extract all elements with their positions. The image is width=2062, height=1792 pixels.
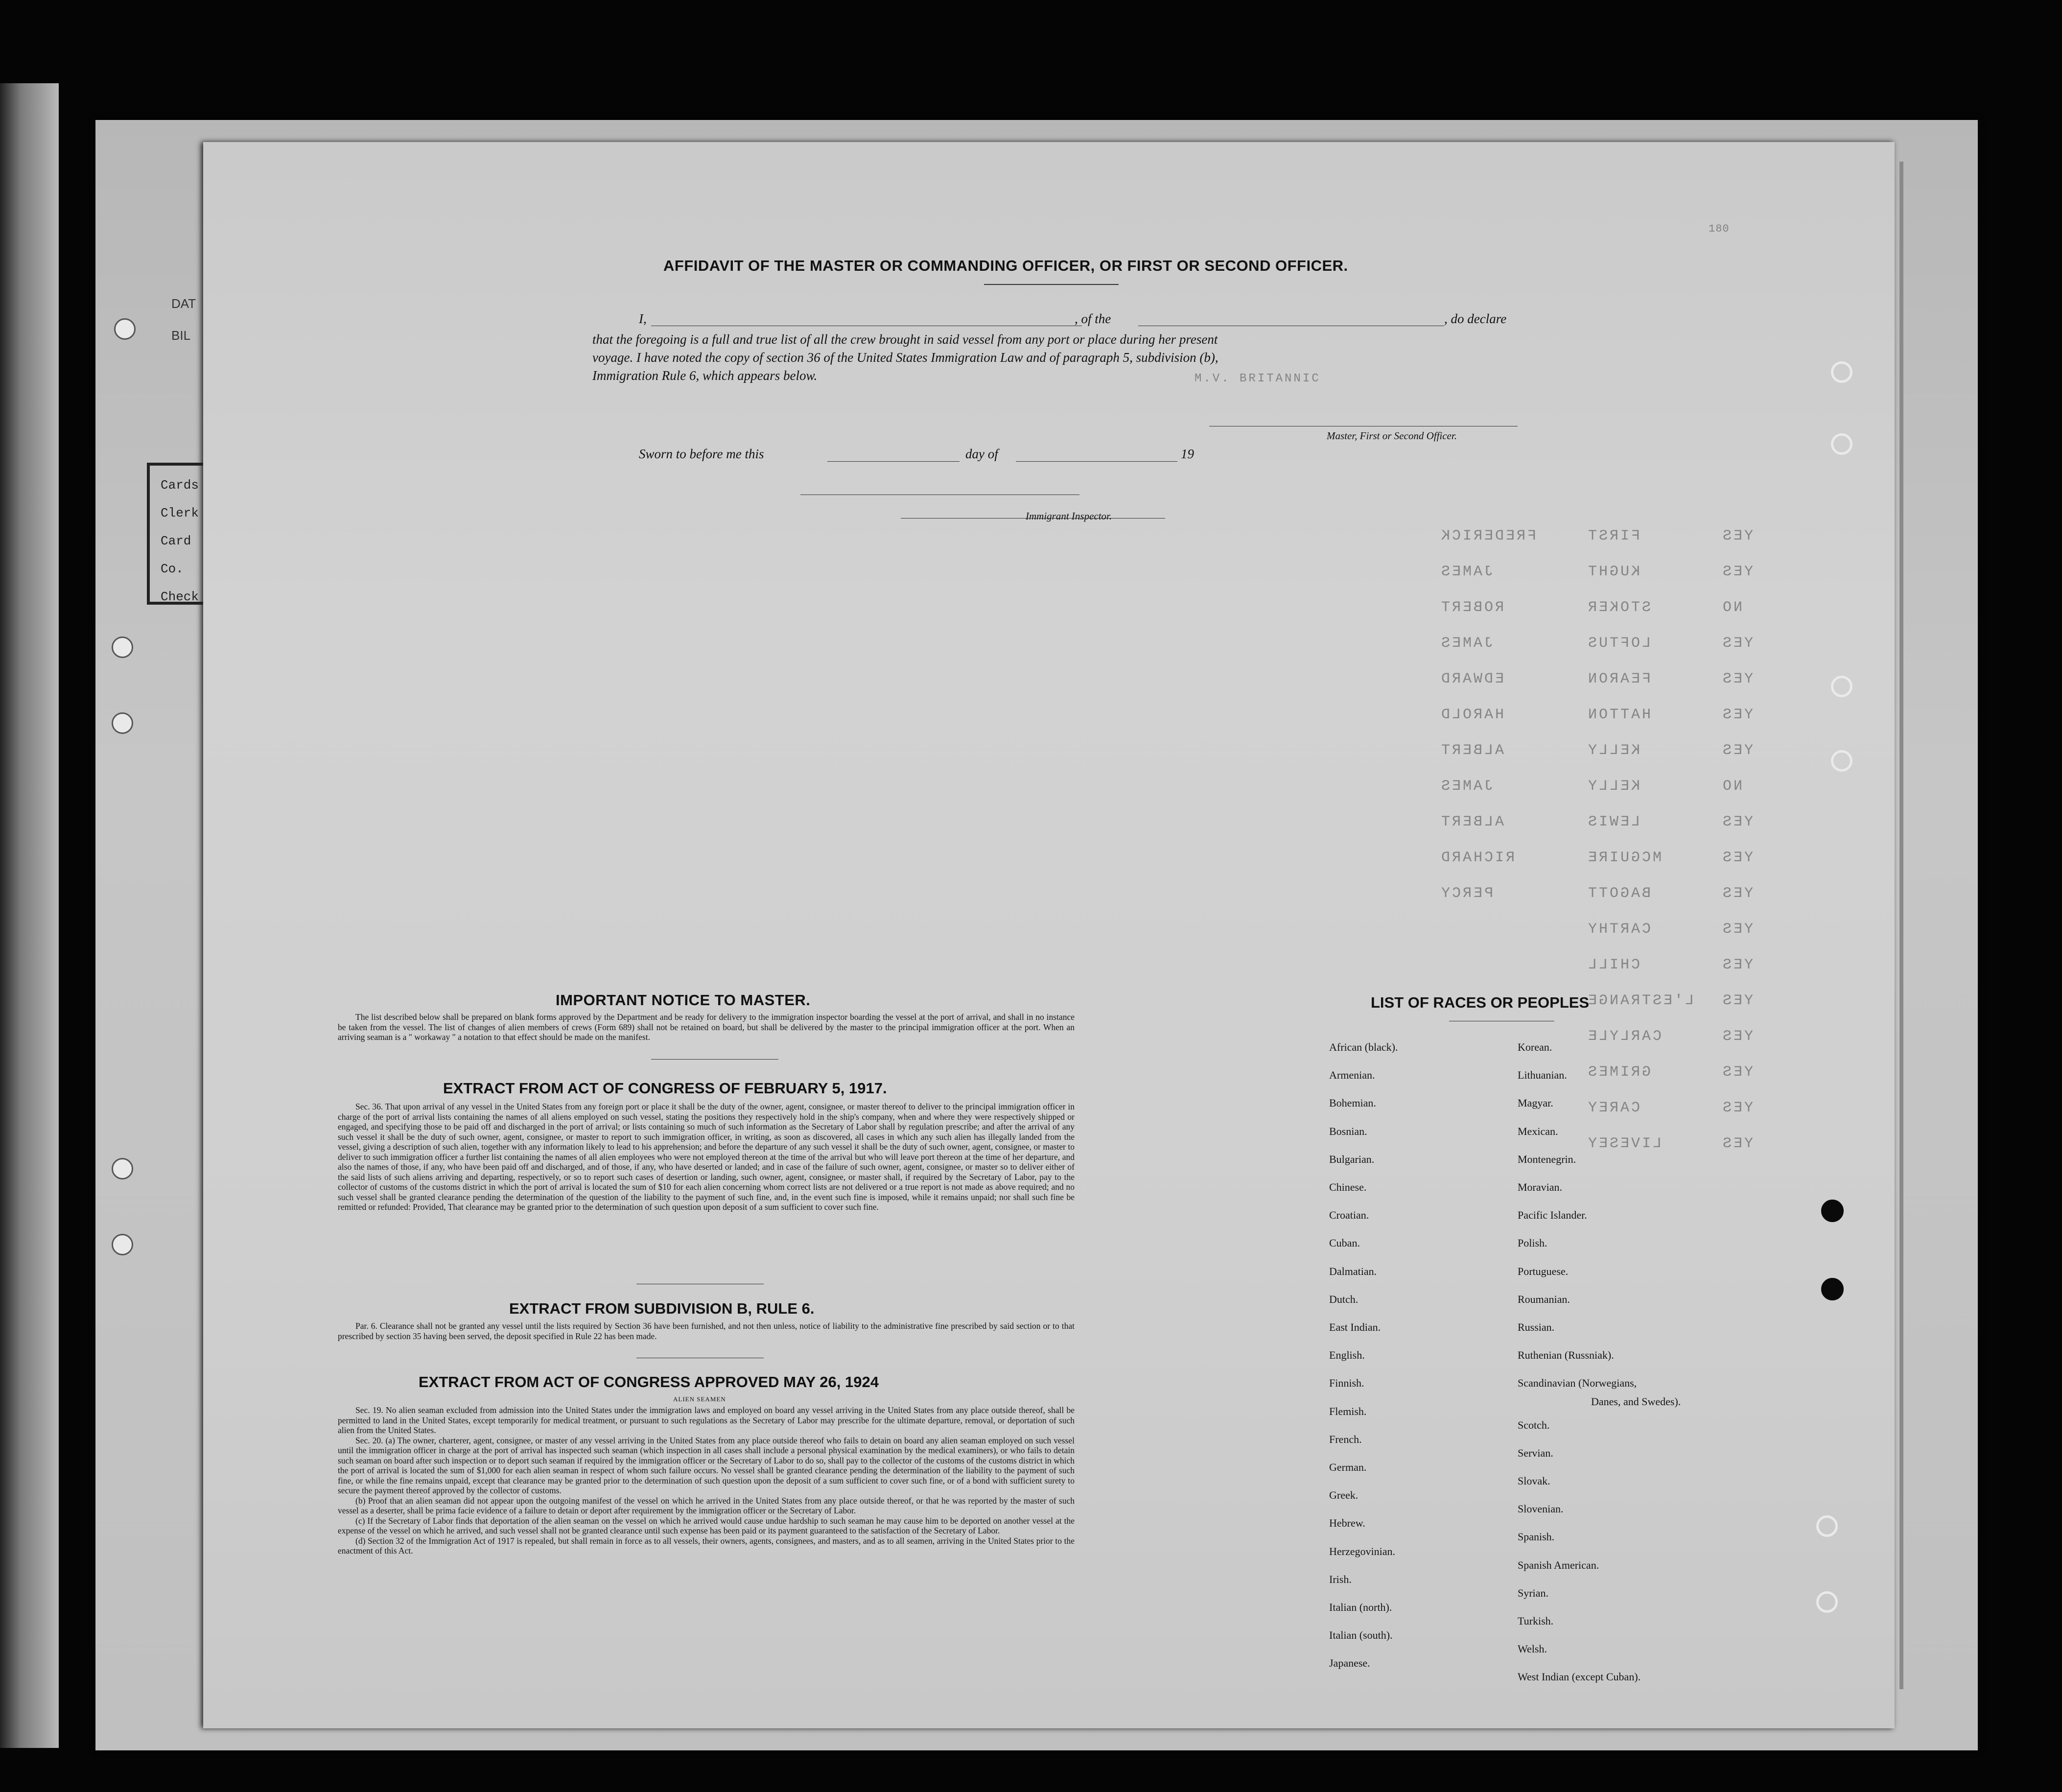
declare-of: , of the	[1075, 311, 1111, 326]
ghost-crew-cell: YES	[1721, 957, 1754, 973]
notice-title: IMPORTANT NOTICE TO MASTER.	[556, 991, 811, 1009]
race-item: Korean.	[1518, 1041, 1552, 1053]
declare-line-2: that the foregoing is a full and true list of all the crew brought in said vessel from any port or place during her present	[592, 332, 1218, 347]
race-item: Turkish.	[1518, 1615, 1554, 1627]
sheet-edge	[1899, 162, 1903, 1689]
ghost-crew-cell: MCGUIRE	[1586, 849, 1662, 866]
race-item: Servian.	[1518, 1447, 1553, 1459]
ghost-crew-cell: YES	[1721, 528, 1754, 544]
ghost-crew-cell: FREDERICK	[1439, 528, 1537, 544]
sec-20b: (b) Proof that an alien seaman did not appear upon the outgoing manifest of the vessel on which he arrived in the United States from any place outside thereof, or that he was reported by the master of such vessel as a deserter, shall be prima facie evidence of a failure to detain or deport after requirement by the immigration officer or the Secretary of Labor.	[338, 1495, 1075, 1515]
ghost-crew-cell: YES	[1721, 992, 1754, 1009]
declare-prefix: I,	[639, 311, 647, 326]
ghost-crew-cell: YES	[1721, 1100, 1754, 1116]
ghost-crew-cell: YES	[1721, 671, 1754, 687]
extract-1924-subtitle: ALIEN SEAMEN	[673, 1395, 726, 1403]
ghost-crew-cell: KELLY	[1586, 742, 1640, 759]
ghost-crew-cell: YES	[1721, 849, 1754, 866]
race-item-continuation: Danes, and Swedes).	[1591, 1395, 1681, 1408]
ghost-crew-cell: RICHARD	[1439, 849, 1515, 866]
ghost-crew-cell: CARTHY	[1586, 921, 1651, 938]
ghost-crew-cell: BAGOTT	[1586, 885, 1651, 902]
declare-line-4: Immigration Rule 6, which appears below.	[592, 368, 818, 383]
punch-hole	[114, 318, 136, 340]
race-item: Magyar.	[1518, 1097, 1553, 1109]
page-number: 180	[1709, 223, 1730, 235]
ghost-crew-cell: KELLY	[1586, 778, 1640, 795]
race-item: Slovak.	[1518, 1475, 1550, 1487]
under-tab-label: Card	[161, 534, 191, 548]
race-item: Pacific Islander.	[1518, 1209, 1587, 1221]
ghost-crew-cell: LOFTUS	[1586, 635, 1651, 652]
race-item: Irish.	[1329, 1573, 1352, 1585]
race-item: Bohemian.	[1329, 1097, 1376, 1109]
ghost-crew-cell: PERCY	[1439, 885, 1494, 902]
race-item: Japanese.	[1329, 1657, 1370, 1669]
race-item: Ruthenian (Russniak).	[1518, 1349, 1614, 1361]
extract-1924-text	[338, 1405, 1075, 1556]
ghost-crew-cell: LEWIS	[1586, 814, 1640, 830]
punch-hole	[112, 1158, 133, 1179]
under-tab-label: Check	[161, 589, 199, 604]
race-item: Polish.	[1518, 1237, 1547, 1249]
race-item: Italian (north).	[1329, 1601, 1392, 1613]
punch-hole	[1831, 433, 1852, 455]
ghost-crew-cell: KUGHT	[1586, 564, 1640, 580]
sworn-year: 19	[1181, 447, 1194, 461]
ghost-crew-cell: YES	[1721, 1135, 1754, 1152]
race-item: Dutch.	[1329, 1293, 1359, 1305]
ghost-crew-cell: YES	[1721, 921, 1754, 938]
ghost-crew-cell: L'ESTRANGE	[1586, 992, 1694, 1009]
declare-line-3: voyage. I have noted the copy of section 36 of the United States Immigration Law and of paragraph 5, subdivision (b),	[592, 350, 1218, 365]
punch-hole	[112, 1234, 133, 1255]
extract-1917-title: EXTRACT FROM ACT OF CONGRESS OF FEBRUARY 5, 1917.	[443, 1080, 887, 1097]
punch-hole	[1831, 750, 1852, 772]
ghost-crew-cell: JAMES	[1439, 564, 1494, 580]
race-item: Herzegovinian.	[1329, 1545, 1395, 1557]
punch-hole	[1821, 1278, 1844, 1300]
race-item: Bosnian.	[1329, 1125, 1367, 1137]
race-item: Scandinavian (Norwegians,	[1518, 1377, 1637, 1389]
sworn-month-field[interactable]	[1016, 461, 1177, 462]
race-item: Montenegrin.	[1518, 1153, 1576, 1165]
under-tab-label: Clerk	[161, 506, 199, 520]
ghost-crew-cell: CARLYLE	[1586, 1028, 1662, 1045]
extract-1917-text: Sec. 36. That upon arrival of any vessel in the United States from any foreign port or place it shall be the duty of the owner, agent, consignee, or master thereof to deliver to the principal immigration officer in charge of the port of arrival lists containing the names of all aliens employed on such vessel, stating the positions they respectively hold in the ship's company, when and where they were respectively shipped or engaged, and specifying those to be paid off and discharged in the port of arrival; or lists containing so much of such information as the Secretary of Labor shall by regulation prescribe; and after the arrival of any such vessel it shall be the duty of such owner, agent, consignee, or master to report to such immigration officer, in writing, as soon as discovered, all cases in which any such alien has illegally landed from the vessel, giving a description of such alien, together with any information likely to lead to his apprehension; and before the departure of any such vessel it shall be the duty of such owner, agent, consignee, or master to deliver to such immigration officer a further list containing the names of all alien employees who were not employed thereon at the time of the arrival but who will leave port thereon at the time of her departure, and also the names of those, if any, who have been paid off and discharged, and of those, if any, who have deserted or landed; and in case of the failure of such owner, agent, consignee, or master so to deliver either of the said lists of such aliens arriving and departing, respectively, or so to report such cases of desertion or landing, such owner, agent, consignee, or master shall, if required by the Secretary of Labor, pay to the collector of customs of the customs district in which the port of arrival is located the sum of $10 for each alien concerning whom correct lists are not delivered or a true report is not made as above required; and no such vessel shall be granted clearance pending the determination of the question of the liability to the payment of such fine, and, in the event such fine is imposed, while it remains unpaid; nor shall such fine be remitted or refunded: Provided, That clearance may be granted prior to the determination of such question upon deposit of a sum sufficient to cover such fine.	[338, 1102, 1075, 1212]
race-item: Scotch.	[1518, 1419, 1550, 1431]
ghost-crew-cell: EDWARD	[1439, 671, 1504, 687]
race-item: Chinese.	[1329, 1181, 1367, 1193]
races-title: LIST OF RACES OR PEOPLES	[1371, 994, 1590, 1011]
ghost-crew-cell: YES	[1721, 742, 1754, 759]
race-item: Moravian.	[1518, 1181, 1563, 1193]
ghost-crew-cell: HAROLD	[1439, 707, 1504, 723]
race-item: Welsh.	[1518, 1643, 1547, 1655]
race-item: Greek.	[1329, 1489, 1359, 1501]
ghost-crew-cell: CHILL	[1586, 957, 1640, 973]
extract-rule6-title: EXTRACT FROM SUBDIVISION B, RULE 6.	[509, 1300, 815, 1317]
race-item: Italian (south).	[1329, 1629, 1393, 1641]
notice-text: The list described below shall be prepared on blank forms approved by the Department and be ready for delivery to the immigration inspector boarding the vessel at the port of arrival, and shall in no instance be taken from the vessel. The list of changes of alien members of crews (Form 689) shall not be retained on board, but shall be delivered by the master to the principal immigration officer at the port. When an arriving seaman is a " workaway " a notation to that effect should be made on the manifest.	[338, 1012, 1075, 1042]
ghost-crew-cell: LIVESEY	[1586, 1135, 1662, 1152]
race-item: Syrian.	[1518, 1587, 1548, 1599]
punch-hole	[112, 712, 133, 734]
under-tab-label: Co.	[161, 562, 184, 576]
ghost-crew-cell: YES	[1721, 635, 1754, 652]
ghost-crew-cell: ALBERT	[1439, 742, 1504, 759]
declare-suffix: , do declare	[1444, 311, 1507, 326]
ghost-crew-cell: GRIMES	[1586, 1064, 1651, 1081]
race-item: Armenian.	[1329, 1069, 1375, 1081]
race-item: Mexican.	[1518, 1125, 1558, 1137]
race-item: English.	[1329, 1349, 1365, 1361]
ghost-crew-cell: JAMES	[1439, 778, 1494, 795]
notice-rule	[651, 1059, 778, 1060]
ghost-crew-cell: YES	[1721, 885, 1754, 902]
race-item: East Indian.	[1329, 1321, 1381, 1333]
sworn-prefix: Sworn to before me this	[639, 447, 764, 461]
extract-rule6-text: Par. 6. Clearance shall not be granted any vessel until the lists required by Section 36 have been furnished, and not then unless, notice of liability to the administrative fine prescribed by said section or to that prescribed by section 35 having been served, the deposit specified in Rule 22 has been made.	[338, 1321, 1075, 1341]
punch-hole	[112, 637, 133, 658]
sec-20a: Sec. 20. (a) The owner, charterer, agent, consignee, or master of any vessel arriving in the United States from any place outside thereof who fails to detain on board any alien seaman employed on such vessel until the immigration officer in charge at the port of arrival has inspected such seaman (which inspection in all cases shall include a personal physical examination by the medical examiners), or who fails to detain such seaman on board after such inspection or to deport such seaman if required by the immigration officer or the Secretary of Labor to do so, shall pay to the collector of the customs of the customs district in which the port of arrival is located the sum of $1,000 for each alien seaman in respect of whom such failure occurs. No vessel shall be granted clearance pending the determination of the liability to the payment of such fine, or while the fine remains unpaid, except that clearance may be granted prior to the determination of such question upon the deposit of a sum sufficient to cover such fine, or of a bond with sufficient surety to secure the payment thereof approved by the collector of customs.	[338, 1435, 1075, 1495]
sworn-day: day of	[965, 447, 998, 461]
ghost-crew-cell: ALBERT	[1439, 814, 1504, 830]
ghost-crew-cell: ROBERT	[1439, 599, 1504, 616]
race-item: Spanish.	[1518, 1531, 1555, 1543]
ghost-crew-cell: YES	[1721, 707, 1754, 723]
punch-hole	[1821, 1200, 1844, 1222]
sec-19: Sec. 19. No alien seaman excluded from admission into the United States under the immigration laws and employed on board any vessel arriving in the United States from any place outside thereof, shall be permitted to land in the United States, except temporarily for medical treatment, or pursuant to such regulations as the Secretary of Labor may prescribe for the ultimate departure, removal, or deportation of such alien from the United States.	[338, 1405, 1075, 1435]
ghost-crew-cell: CAREY	[1586, 1100, 1640, 1116]
sec-20c: (c) If the Secretary of Labor finds that deportation of the alien seaman on the vessel on which he arrived would cause undue hardship to such seaman he may cause him to be deported on another vessel at the expense of the vessel on which he arrived, and such vessel shall not be granted clearance until such expense has been paid or its payment guaranteed to the satisfaction of the Secretary of Labor.	[338, 1515, 1075, 1535]
race-item: African (black).	[1329, 1041, 1398, 1053]
punch-hole	[1816, 1515, 1838, 1537]
punch-hole	[1816, 1591, 1838, 1613]
race-item: Spanish American.	[1518, 1559, 1599, 1571]
race-item: Croatian.	[1329, 1209, 1369, 1221]
race-item: Lithuanian.	[1518, 1069, 1567, 1081]
title-rule	[984, 284, 1119, 285]
sworn-date-field[interactable]	[827, 461, 960, 462]
inspector-caption: Immigrant Inspector.	[1026, 510, 1112, 522]
race-item: West Indian (except Cuban).	[1518, 1671, 1641, 1683]
race-item: Roumanian.	[1518, 1293, 1570, 1305]
race-item: German.	[1329, 1461, 1367, 1473]
ghost-crew-cell: YES	[1721, 1064, 1754, 1081]
ghost-crew-cell: NO	[1721, 778, 1743, 795]
under-label-date: DAT	[171, 296, 196, 311]
ghost-crew-cell: JAMES	[1439, 635, 1494, 652]
punch-hole	[1831, 361, 1852, 383]
race-item: French.	[1329, 1433, 1362, 1445]
ghost-crew-cell: STOKER	[1586, 599, 1651, 616]
affidavit-title: AFFIDAVIT OF THE MASTER OR COMMANDING OFFICER, OR FIRST OR SECOND OFFICER.	[663, 257, 1348, 274]
ghost-crew-cell: NO	[1721, 599, 1743, 616]
race-item: Dalmatian.	[1329, 1265, 1377, 1277]
race-item: Slovenian.	[1518, 1503, 1564, 1515]
race-item: Hebrew.	[1329, 1517, 1365, 1529]
under-tab-label: Cards	[161, 478, 199, 493]
ghost-crew-cell: YES	[1721, 1028, 1754, 1045]
race-item: Cuban.	[1329, 1237, 1360, 1249]
vessel-name: M.V. BRITANNIC	[1195, 372, 1321, 385]
ghost-crew-cell: FIRST	[1586, 528, 1640, 544]
race-item: Finnish.	[1329, 1377, 1364, 1389]
back-page-edge	[0, 83, 59, 1748]
race-item: Bulgarian.	[1329, 1153, 1375, 1165]
race-item: Flemish.	[1329, 1405, 1367, 1417]
extract-1924-title: EXTRACT FROM ACT OF CONGRESS APPROVED MAY 26, 1924	[419, 1373, 879, 1391]
officer-caption: Master, First or Second Officer.	[1327, 430, 1457, 442]
ghost-crew-cell: FEARON	[1586, 671, 1651, 687]
punch-hole	[1831, 676, 1852, 697]
ghost-crew-cell: YES	[1721, 814, 1754, 830]
ghost-crew-cell: HATTON	[1586, 707, 1651, 723]
sec-20d: (d) Section 32 of the Immigration Act of 1917 is repealed, but shall remain in force as to all vessels, their owners, agents, consignees, and masters, and as to all seamen, arriving in the United States prior to the enactment of this Act.	[338, 1535, 1075, 1556]
race-item: Russian.	[1518, 1321, 1555, 1333]
race-item: Portuguese.	[1518, 1265, 1569, 1277]
ghost-crew-cell: YES	[1721, 564, 1754, 580]
under-label-bill: BIL	[171, 328, 191, 343]
